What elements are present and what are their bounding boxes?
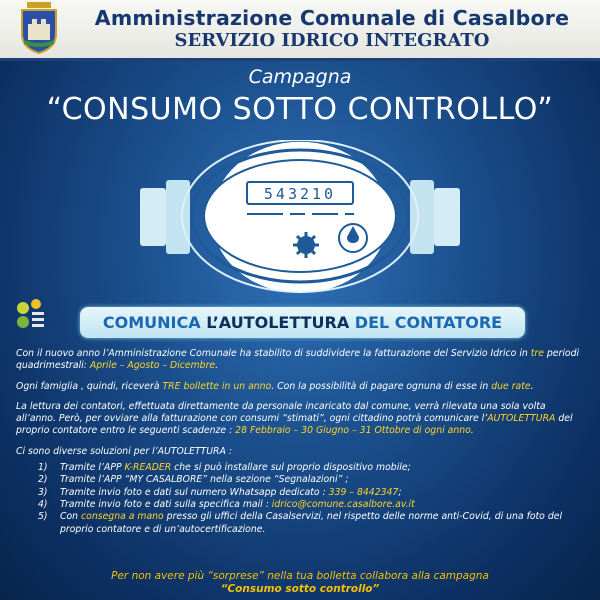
list-item: 5) Con consegna a mano presso gli uffici della Casalservizi, nel rispetto delle norme anti-Covid, di una foto del proprio contatore e di un’autocertificazione. bbox=[38, 511, 563, 535]
closing-line-2: “Consumo sotto controllo” bbox=[220, 582, 380, 595]
autolettura-banner bbox=[80, 307, 525, 338]
list-item: 2) Tramite l’APP “MY CASALBORE” nella sezione “Segnalazioni” ; bbox=[38, 474, 349, 486]
list-item: 4) Tramite invio foto e dati sulla specifica mail : idrico@comune.casalbore.av.it bbox=[38, 498, 415, 510]
banner-text-1: COMUNICA bbox=[102, 313, 207, 332]
header-title: Amministrazione Comunale di Casalbore bbox=[94, 6, 570, 30]
list-item: 3) Tramite invio foto e dati sul numero Whatsapp dedicato : 339 – 8442347; bbox=[38, 486, 402, 498]
municipal-crest-icon bbox=[18, 2, 60, 54]
header-subtitle: SERVIZIO IDRICO INTEGRATO bbox=[174, 30, 490, 51]
campaign-label: Campagna bbox=[248, 66, 352, 88]
paragraph-billing-periods: Con il nuovo anno l’Amministrazione Comunale ha stabilito di suddividere la fatturazione del Servizio Idrico in tre periodi quadrimestrali: Aprile – Agosto – Dicembre. bbox=[16, 348, 580, 372]
list-item: 1) Tramite l’APP K-READER che si può installare sul proprio dispositivo mobile; bbox=[38, 462, 411, 474]
closing-message bbox=[0, 570, 600, 595]
campaign-title: “CONSUMO SOTTO CONTROLLO” bbox=[46, 92, 554, 127]
closing-line-1: Per non avere più “sorprese” nella tua bolletta collabora alla campagna bbox=[111, 570, 489, 582]
information-text bbox=[16, 348, 586, 536]
paragraph-meter-reading: La lettura dei contatori, effettuata direttamente da personale incaricato dal comune, verrà rilevata una sola volta all’anno. Però, per ovviare alla fatturazione con consumi “stimati”, ogni cittadino potrà comunicare l’AUTOLETTURA del proprio contatore entro le seguenti scadenze : 28 Febbraio – 30 Giugno – 31 Ottobre di ogni anno. bbox=[16, 400, 573, 437]
casalservizi-logo-icon bbox=[14, 290, 48, 334]
header-bar bbox=[0, 0, 600, 61]
meter-reading: 543210 bbox=[263, 185, 337, 203]
solutions-intro: Ci sono diverse soluzioni per l’AUTOLETTURA : bbox=[16, 445, 232, 457]
solutions-list bbox=[16, 462, 586, 536]
banner-text-3: DEL CONTATORE bbox=[349, 313, 503, 332]
water-meter-icon bbox=[140, 140, 460, 300]
banner-text-2: L’AUTOLETTURA bbox=[206, 313, 350, 332]
meter-reading-display bbox=[247, 184, 353, 204]
paragraph-three-bills: Ogni famiglia , quindi, riceverà TRE bollette in un anno. Con la possibilità di pagare ognuna di esse in due rate. bbox=[16, 380, 534, 392]
